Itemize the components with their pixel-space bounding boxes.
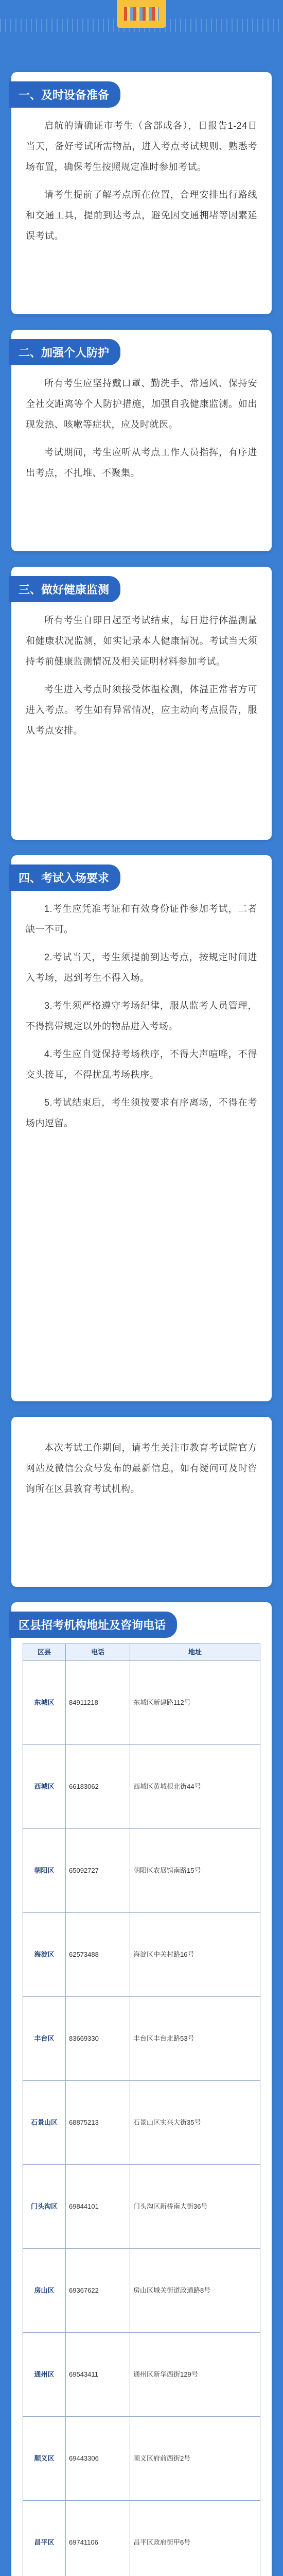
district-cell: 门头沟区: [23, 2165, 66, 2249]
address-cell: 顺义区府前西街2号: [130, 2417, 260, 2501]
table-row: [23, 2249, 260, 2333]
district-cell: 东城区: [23, 1661, 66, 1745]
notice-card: [11, 1417, 272, 1587]
phone-cell: 83669330: [66, 1997, 130, 2081]
table-row: [23, 1913, 260, 1997]
section-title: 四、考试入场要求: [9, 865, 120, 891]
section-paragraph: 1.考生应凭准考证和有效身份证件参加考试，二者缺一不可。: [26, 904, 257, 935]
section-paragraph: 请考生提前了解考点所在位置，合理安排出行路线和交通工具，提前到达考点，避免因交通拥堵等因素延误考试。: [26, 190, 257, 241]
section-paragraph: 启航的请确证市考生（含部成各），日报告1-24日当天，备好考试所需物品，进入考点考试规则、熟悉考场布置，确保考生按照规定准时参加考试。: [26, 121, 257, 172]
header-district: 区县: [23, 1644, 66, 1661]
section-title: 一、及时设备准备: [9, 81, 120, 108]
address-cell: 昌平区政府街甲6号: [130, 2501, 260, 2576]
section-paragraph: 5.考试结束后，考生须按要求有序离场，不得在考场内逗留。: [26, 1097, 257, 1128]
section-paragraph: 所有考生自即日起至考试结束，每日进行体温测量和健康状况监测，如实记录本人健康情况。考试当天须持考前健康监测情况及相关证明材料参加考试。: [26, 615, 257, 667]
banner-badge: [117, 0, 166, 28]
phone-cell: 69844101: [66, 2165, 130, 2249]
district-cell: 石景山区: [23, 2081, 66, 2165]
phone-cell: 68875213: [66, 2081, 130, 2165]
district-cell: 丰台区: [23, 1997, 66, 2081]
table-row: [23, 2501, 260, 2576]
phone-cell: 84911218: [66, 1661, 130, 1745]
contact-table-card: [11, 1602, 272, 2576]
table-row: [23, 2333, 260, 2417]
phone-cell: 69367622: [66, 2249, 130, 2333]
section-paragraph: 考生进入考点时须接受体温检测，体温正常者方可进入考点。考生如有异常情况，应主动向考点报告，服从考点安排。: [26, 684, 257, 736]
section-card-3: [11, 567, 272, 840]
address-cell: 石景山区实兴大街35号: [130, 2081, 260, 2165]
district-cell: 通州区: [23, 2333, 66, 2417]
header-banner: [0, 0, 283, 67]
district-cell: 西城区: [23, 1745, 66, 1829]
district-cell: 房山区: [23, 2249, 66, 2333]
section-title: 二、加强个人防护: [9, 339, 120, 365]
section-paragraph: 4.考生应自觉保持考场秩序，不得大声喧哗，不得交头接耳，不得扰乱考场秩序。: [26, 1049, 257, 1080]
address-cell: 房山区城关街道政通路8号: [130, 2249, 260, 2333]
section-card-1: [11, 72, 272, 314]
table-row: [23, 1661, 260, 1745]
section-card-4: [11, 855, 272, 1401]
table-row: [23, 1745, 260, 1829]
section-card-2: [11, 330, 272, 551]
district-cell: 朝阳区: [23, 1829, 66, 1913]
phone-cell: 66183062: [66, 1745, 130, 1829]
district-cell: 顺义区: [23, 2417, 66, 2501]
section-title: 三、做好健康监测: [9, 576, 120, 602]
contact-table: [23, 1643, 260, 2576]
address-cell: 朝阳区农展馆南路15号: [130, 1829, 260, 1913]
section-paragraph: 所有考生应坚持戴口罩、勤洗手、常通风、保持安全社交距离等个人防护措施，加强自我健康监测。如出现发热、咳嗽等症状，应及时就医。: [26, 378, 257, 430]
address-cell: 通州区新华西街129号: [130, 2333, 260, 2417]
section-paragraph: 考试期间，考生应听从考点工作人员指挥，有序进出考点，不扎堆、不聚集。: [26, 447, 257, 478]
address-cell: 东城区新建路112号: [130, 1661, 260, 1745]
address-cell: 门头沟区新桥南大街36号: [130, 2165, 260, 2249]
phone-cell: 62573488: [66, 1913, 130, 1997]
phone-cell: 65092727: [66, 1829, 130, 1913]
phone-cell: 69443306: [66, 2417, 130, 2501]
table-title: 区县招考机构地址及咨询电话: [9, 1612, 177, 1638]
section-paragraph: 3.考生须严格遵守考场纪律，服从监考人员管理，不得携带规定以外的物品进入考场。: [26, 1001, 257, 1031]
table-row: [23, 2417, 260, 2501]
address-cell: 海淀区中关村路16号: [130, 1913, 260, 1997]
district-cell: 海淀区: [23, 1913, 66, 1997]
table-row: [23, 1997, 260, 2081]
table-header-row: [23, 1644, 260, 1661]
notice-paragraph: 本次考试工作期间，请考生关注市教育考试院官方网站及微信公众号发布的最新信息，如有疑问可及时咨询所在区县教育考试机构。: [26, 1443, 257, 1494]
table-row: [23, 2081, 260, 2165]
address-cell: 丰台区丰台北路53号: [130, 1997, 260, 2081]
header-address: 地址: [130, 1644, 260, 1661]
table-row: [23, 2165, 260, 2249]
phone-cell: 69543411: [66, 2333, 130, 2417]
section-paragraph: 2.考试当天，考生须提前到达考点，按规定时间进入考场，迟到考生不得入场。: [26, 952, 257, 983]
phone-cell: 69741106: [66, 2501, 130, 2576]
district-cell: 昌平区: [23, 2501, 66, 2576]
address-cell: 西城区黄城根北街44号: [130, 1745, 260, 1829]
table-row: [23, 1829, 260, 1913]
header-phone: 电话: [66, 1644, 130, 1661]
